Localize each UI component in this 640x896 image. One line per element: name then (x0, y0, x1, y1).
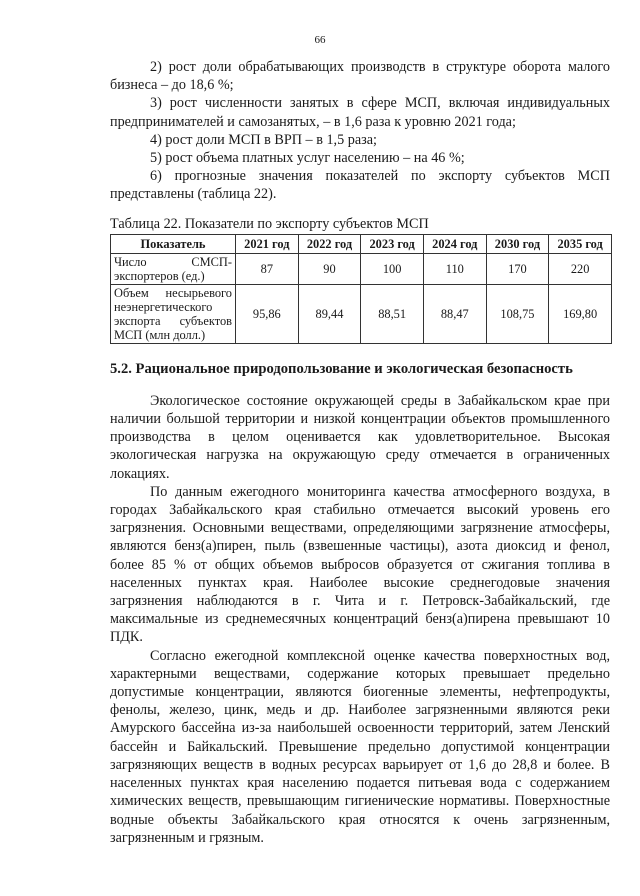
cell-value: 90 (298, 253, 361, 284)
cell-value: 110 (423, 253, 486, 284)
export-indicators-table (110, 234, 612, 344)
cell-value: 169,80 (549, 284, 612, 343)
header-2030: 2030 год (486, 234, 549, 253)
cell-value: 87 (236, 253, 299, 284)
cell-value: 88,51 (361, 284, 424, 343)
row-name: Объем несырьевого неэнергетического экспорта субъектов МСП (млн долл.) (111, 284, 236, 343)
section-title: 5.2. Рациональное природопользование и экологическая безопасность (110, 360, 573, 377)
cell-value: 100 (361, 253, 424, 284)
cell-value: 89,44 (298, 284, 361, 343)
header-2035: 2035 год (549, 234, 612, 253)
header-2024: 2024 год (423, 234, 486, 253)
paragraph-water-quality: Согласно ежегодной комплексной оценке качества поверхностных вод, характерными веществами, содержание которых превышает предельно допустимые концентрации, являются биогенные элементы, нефтепродукты, фенолы, железо, цинк, медь и др. Наиболее загрязненными являются реки Амурского бассейна из-за наибольшей освоенности территорий, затем Ленский бассейн и Байкальский. Превышение предельно допустимой концентрации загрязняющих веществ в водных ресурсах варьирует от 1,6 до 28,8 и более. В населенных пунктах края населению подается питьевая вода с содержанием химических веществ, превышающим гигиенические нормативы. Поверхностные водные объекты Забайкальского края относятся к очень загрязненным, загрязненным и грязным. (110, 647, 610, 846)
list-item-4: 4) рост доли МСП в ВРП – в 1,5 раза; (150, 131, 377, 148)
cell-value: 95,86 (236, 284, 299, 343)
table-header-row (111, 234, 612, 253)
list-item-6: 6) прогнозные значения показателей по экспорту субъектов МСП представлены (таблица 22). (110, 168, 610, 203)
header-2023: 2023 год (361, 234, 424, 253)
paragraph-air-quality: По данным ежегодного мониторинга качества атмосферного воздуха, в городах Забайкальского края стабильно отмечается высокий уровень его загрязнения. Основными веществами, определяющими загрязнение атмосферы, являются бенз(а)пирен, пыль (взвешенные частицы), азота диоксид и фенол, более 85 % от общих объемов выбросов образуется от сжигания топлива в населенных пунктах края. Наиболее высокие среднегодовые значения загрязнения наблюдаются в г. Чита и г. Петровск-Забайкальский, где максимальные из среднемесячных концентраций бенз(а)пирена превышают 10 ПДК. (110, 483, 610, 646)
cell-value: 220 (549, 253, 612, 284)
header-indicator: Показатель (111, 234, 236, 253)
list-item-5: 5) рост объема платных услуг населению – на 46 %; (150, 150, 465, 167)
header-2021: 2021 год (236, 234, 299, 253)
list-item-2: 2) рост доли обрабатывающих производств в структуре оборота малого бизнеса – до 18,6 %; (110, 59, 610, 94)
table-caption: Таблица 22. Показатели по экспорту субъектов МСП (110, 215, 429, 232)
cell-value: 108,75 (486, 284, 549, 343)
cell-value: 170 (486, 253, 549, 284)
document-body (110, 58, 610, 847)
table-row (111, 284, 612, 343)
header-2022: 2022 год (298, 234, 361, 253)
cell-value: 88,47 (423, 284, 486, 343)
table-row (111, 253, 612, 284)
list-item-3: 3) рост численности занятых в сфере МСП, включая индивидуальных предпринимателей и самозанятых, – в 1,6 раза к уровню 2021 года; (110, 95, 610, 130)
page-number: 66 (314, 34, 326, 46)
row-name: Число СМСП-экспортеров (ед.) (111, 253, 236, 284)
paragraph-ecology: Экологическое состояние окружающей среды в Забайкальском крае при наличии большой территории и низкой концентрации объектов промышленного производства в целом оценивается как удовлетворительное. Высокая экологическая нагрузка на окружающую среду отмечается в ограниченных локациях. (110, 392, 610, 482)
